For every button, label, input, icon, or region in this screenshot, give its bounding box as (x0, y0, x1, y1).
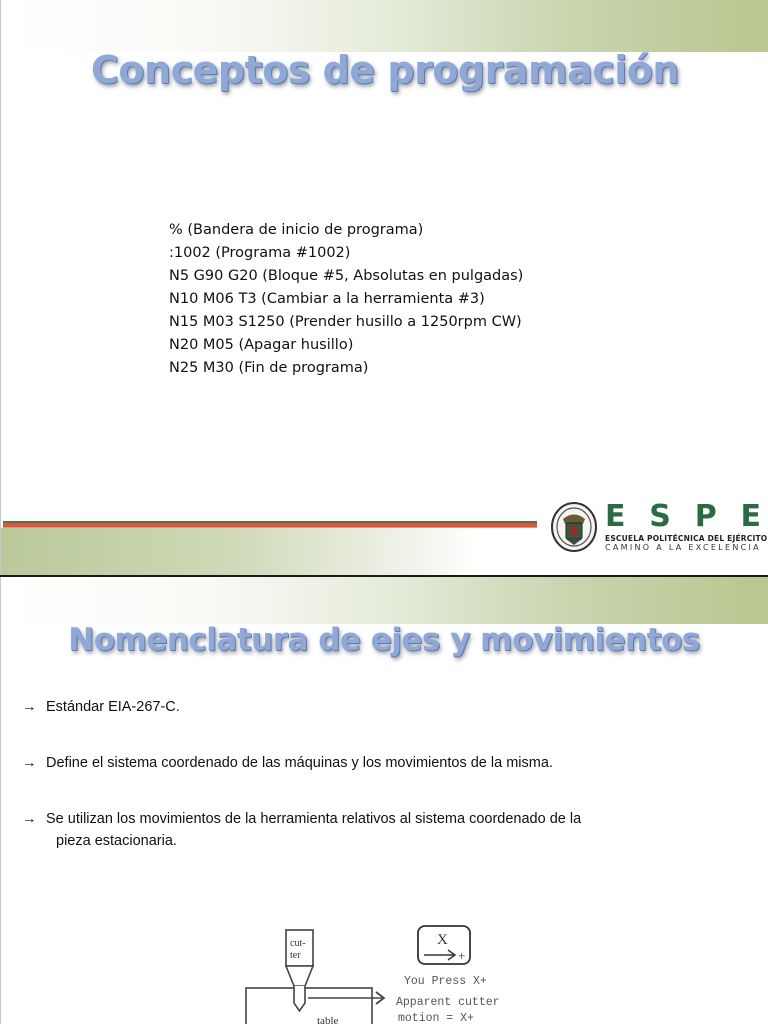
code-line: N10 M06 T3 (Cambiar a la herramienta #3) (169, 291, 485, 307)
bullet-item (22, 696, 722, 718)
cutter-label: cut- (290, 938, 306, 949)
code-line: N5 G90 G20 (Bloque #5, Absolutas en pulgadas) (169, 268, 524, 284)
bullet-text-continuation: pieza estacionaria. (56, 833, 177, 849)
motion-label: Apparent cutter (396, 996, 500, 1009)
code-line: N15 M03 S1250 (Prender husillo a 1250rpm CW) (169, 314, 522, 330)
code-line: % (Bandera de inicio de programa) (169, 222, 424, 238)
logo-letter: E (740, 499, 761, 534)
arrow-right-icon: → (22, 811, 37, 827)
logo-institution-name: ESCUELA POLITÉCNICA DEL EJÉRCITO (605, 534, 768, 543)
logo-letter: P (694, 499, 717, 534)
bullet-text: Se utilizan los movimientos de la herramienta relativos al sistema coordenado de la (46, 811, 582, 827)
motion-label: motion = X+ (398, 1012, 474, 1024)
code-line: N20 M05 (Apagar husillo) (169, 337, 354, 353)
logo-letter: E (605, 499, 626, 534)
code-line: N25 M30 (Fin de programa) (169, 360, 369, 376)
slide-title: Nomenclatura de ejes y movimientos (68, 622, 700, 658)
logo-motto: CAMINO A LA EXCELENCIA (605, 543, 761, 552)
axis-motion-diagram (220, 918, 540, 1024)
logo-letter: S (649, 499, 671, 534)
arrow-right-icon: → (22, 755, 37, 771)
arrow-right-icon: → (22, 699, 37, 715)
bullet-item (22, 808, 722, 852)
header-gradient-band (1, 0, 768, 52)
bullet-text: Define el sistema coordenado de las máquinas y los movimientos de la misma. (46, 755, 553, 771)
key-plus: + (458, 948, 466, 963)
cutter-label: ter (290, 950, 301, 961)
footer-stripe-orange (3, 527, 537, 528)
university-seal-icon (551, 502, 597, 552)
logo-wordmark (605, 500, 761, 534)
key-label: X (437, 932, 448, 948)
bullet-list (22, 696, 722, 852)
header-gradient-band (1, 577, 768, 624)
table-label: table (317, 1015, 339, 1024)
slide-title: Conceptos de programación (91, 48, 679, 92)
table-shape (246, 988, 372, 1024)
press-label: You Press X+ (404, 975, 487, 988)
cutter-table-diagram (220, 918, 540, 1024)
gcode-program-list (169, 219, 523, 380)
code-line: :1002 (Programa #1002) (169, 245, 351, 261)
espe-logo (549, 499, 768, 554)
bullet-item (22, 752, 722, 774)
bullet-text: Estándar EIA-267-C. (46, 699, 180, 715)
